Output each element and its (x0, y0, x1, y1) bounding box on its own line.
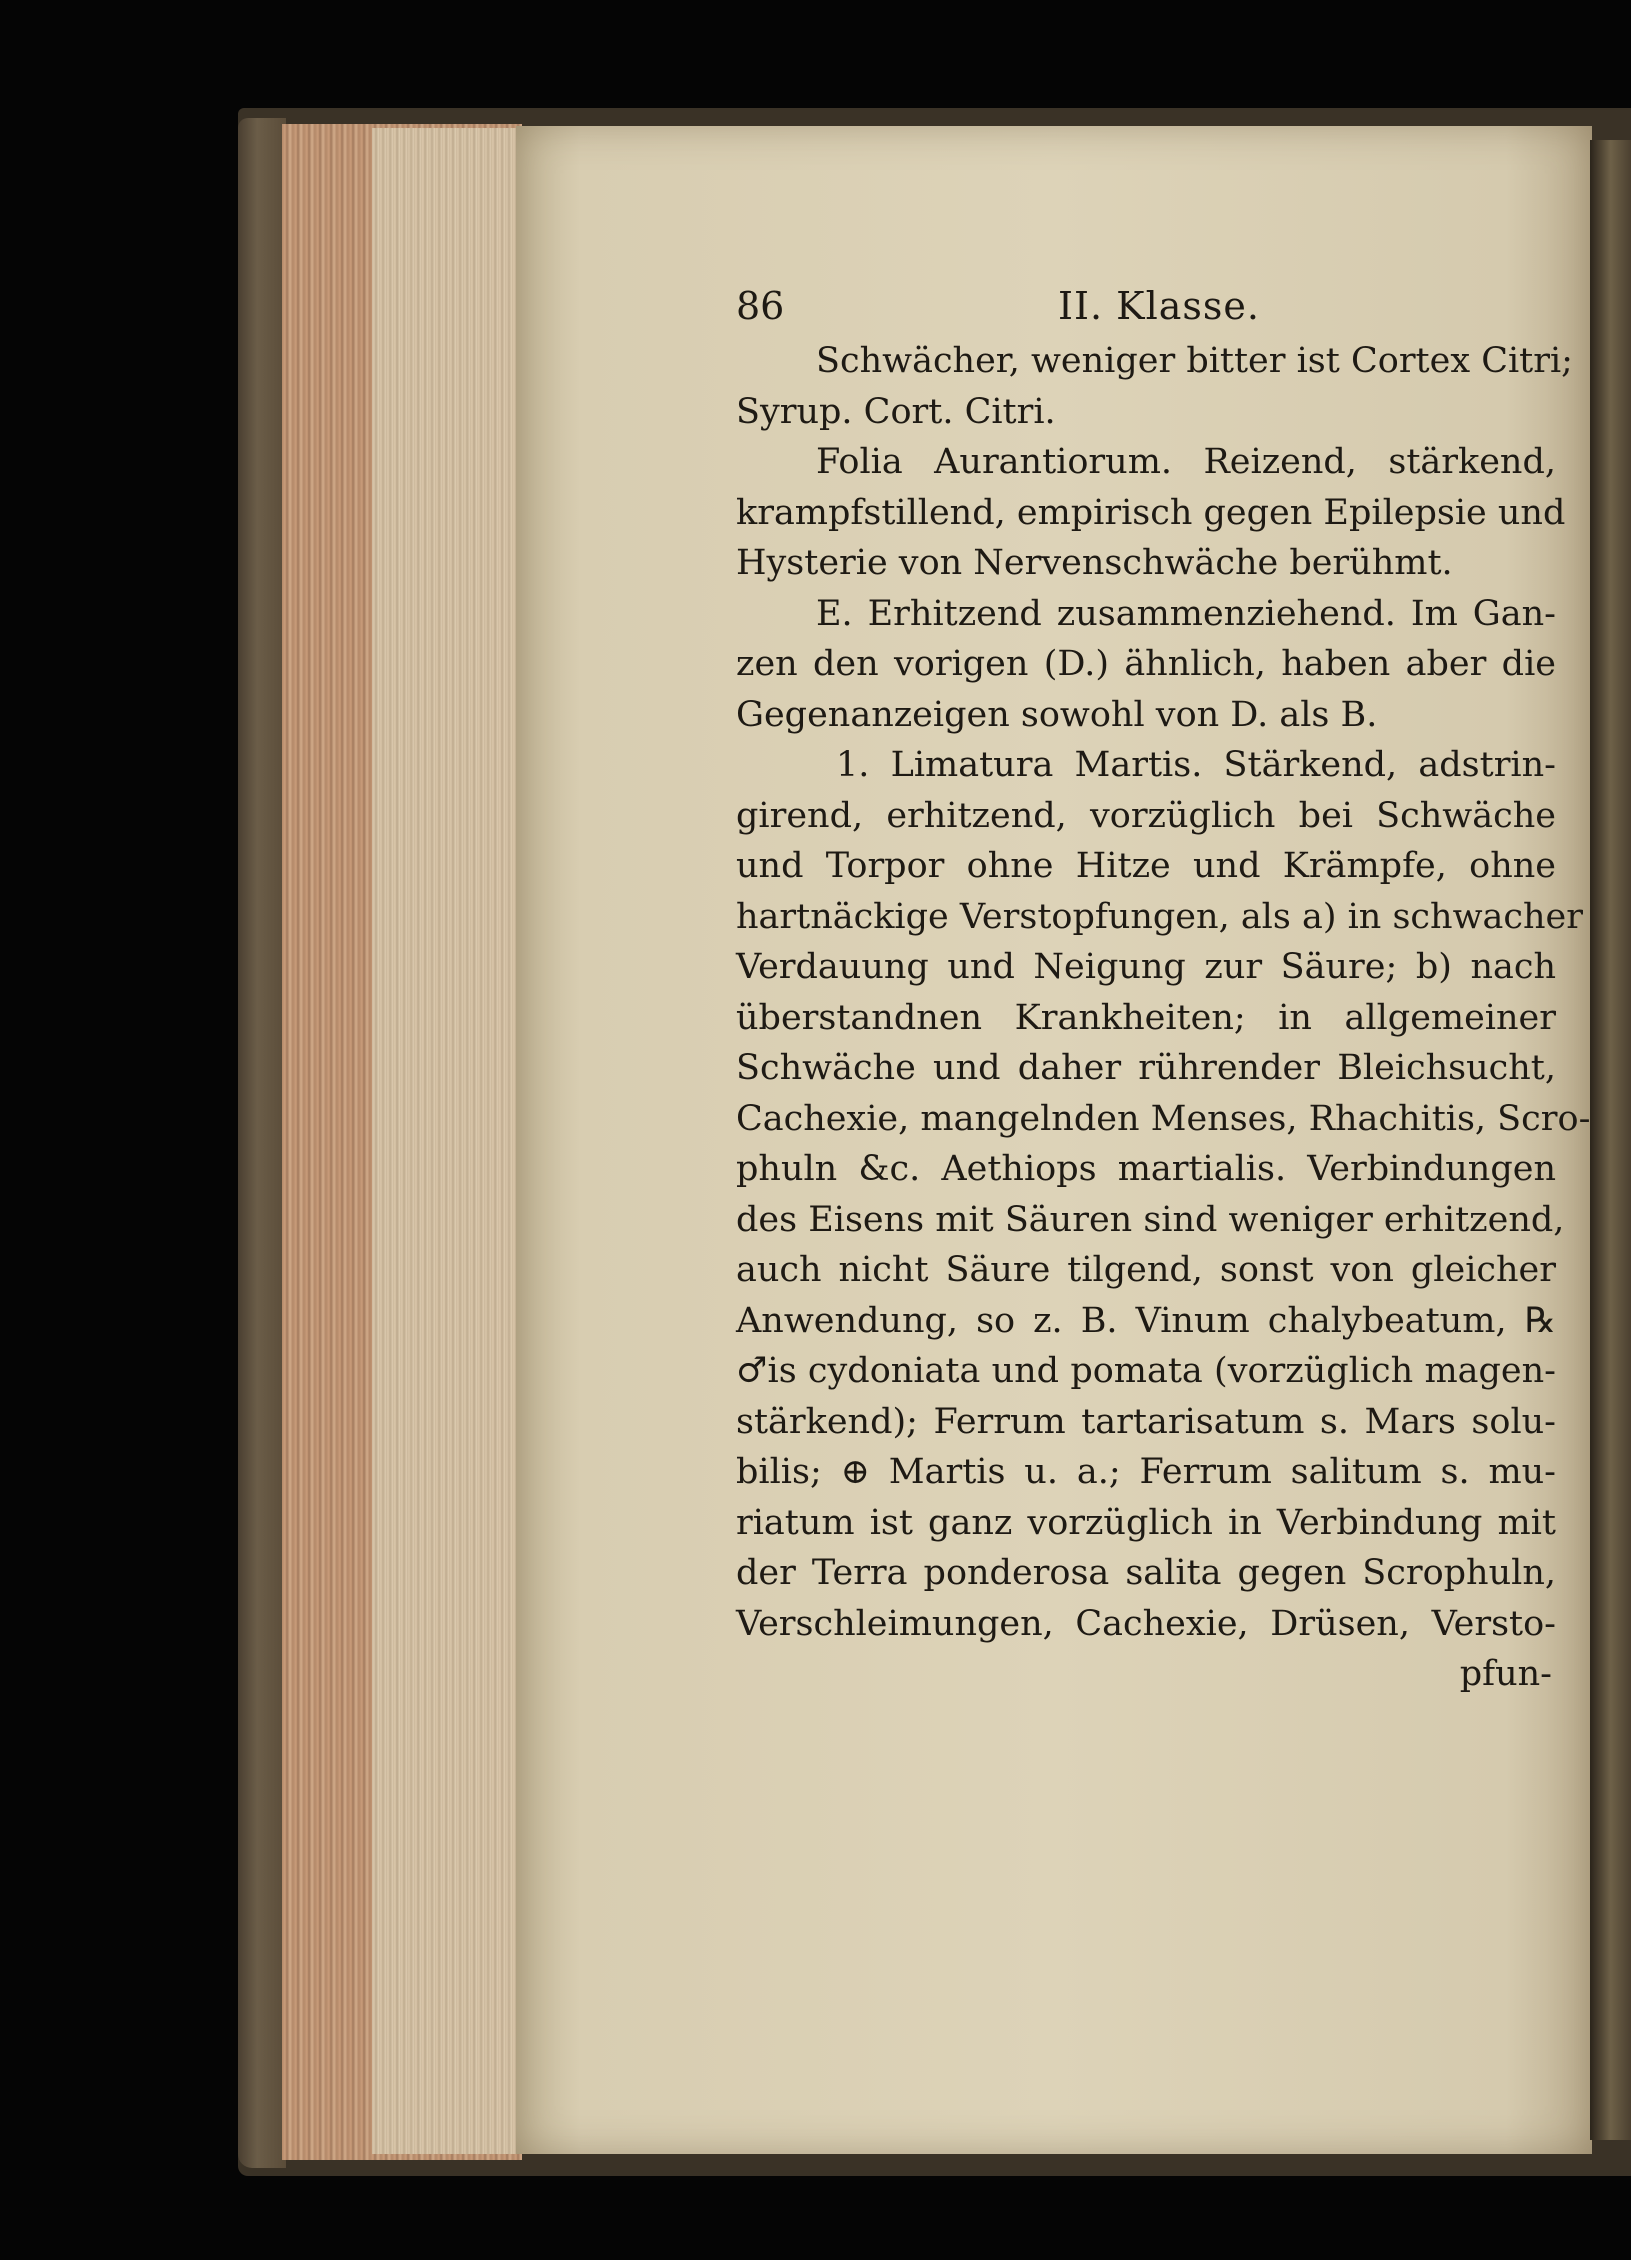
text-line: krampfstillend, empirisch gegen Epilepsie und (736, 492, 1566, 533)
text-line: Cachexie, mangelnden Menses, Rhachitis, Scro- (736, 1098, 1591, 1139)
facing-page-edge (1590, 140, 1631, 2140)
text-line: überstandnen Krankheiten; in allgemeiner (736, 997, 1556, 1038)
running-head: II. Klasse. (1058, 284, 1260, 328)
text-line: auch nicht Säure tilgend, sonst von gleicher (736, 1250, 1556, 1290)
text-line: Hysterie von Nervenschwäche berühmt. (736, 543, 1453, 583)
page-header (736, 276, 1556, 336)
text-line: und Torpor ohne Hitze und Krämpfe, ohne (736, 846, 1556, 886)
text-line: 1. Limatura Martis. Stärkend, adstrin- (836, 745, 1556, 785)
text-line: Verschleimungen, Cachexie, Drüsen, Versto- (736, 1603, 1556, 1644)
catchword: pfun- (1459, 1654, 1552, 1694)
text-line: Syrup. Cort. Citri. (736, 391, 1056, 432)
text-line: hartnäckige Verstopfungen, als a) in schwacher (736, 896, 1583, 937)
text-line: des Eisens mit Säuren sind weniger erhitzend, (736, 1199, 1565, 1240)
text-line: zen den vorigen (D.) ähnlich, haben aber die (736, 644, 1556, 684)
page-edges-inner (372, 128, 522, 2154)
text-line: Folia Aurantiorum. Reizend, stärkend, (816, 442, 1556, 482)
text-line: girend, erhitzend, vorzüglich bei Schwäche (736, 795, 1556, 836)
text-line: E. Erhitzend zusammenziehend. Im Gan- (816, 593, 1556, 634)
text-line: riatum ist ganz vorzüglich in Verbindung mit (736, 1502, 1556, 1543)
text-line: Schwächer, weniger bitter ist Cortex Citri; (816, 341, 1573, 381)
text-line: phuln &c. Aethiops martialis. Verbindungen (736, 1149, 1556, 1189)
text-line: ♂is cydoniata und pomata (vorzüglich magen- (736, 1351, 1556, 1391)
body-text (736, 336, 1591, 1649)
page-number: 86 (736, 284, 785, 328)
text-line: Anwendung, so z. B. Vinum chalybeatum, ℞ (736, 1300, 1556, 1341)
text-line: Gegenanzeigen sowohl von D. als B. (736, 694, 1378, 735)
text-line: stärkend); Ferrum tartarisatum s. Mars solu- (736, 1401, 1556, 1442)
text-line: Verdauung und Neigung zur Säure; b) nach (736, 947, 1556, 987)
text-line: Schwäche und daher rührender Bleichsucht, (736, 1048, 1556, 1088)
page-text-block (736, 276, 1591, 1699)
text-line: bilis; ⊕ Martis u. a.; Ferrum salitum s. mu- (736, 1452, 1556, 1492)
text-line: der Terra ponderosa salita gegen Scrophuln, (736, 1553, 1556, 1593)
book-cover-edge (238, 118, 286, 2168)
